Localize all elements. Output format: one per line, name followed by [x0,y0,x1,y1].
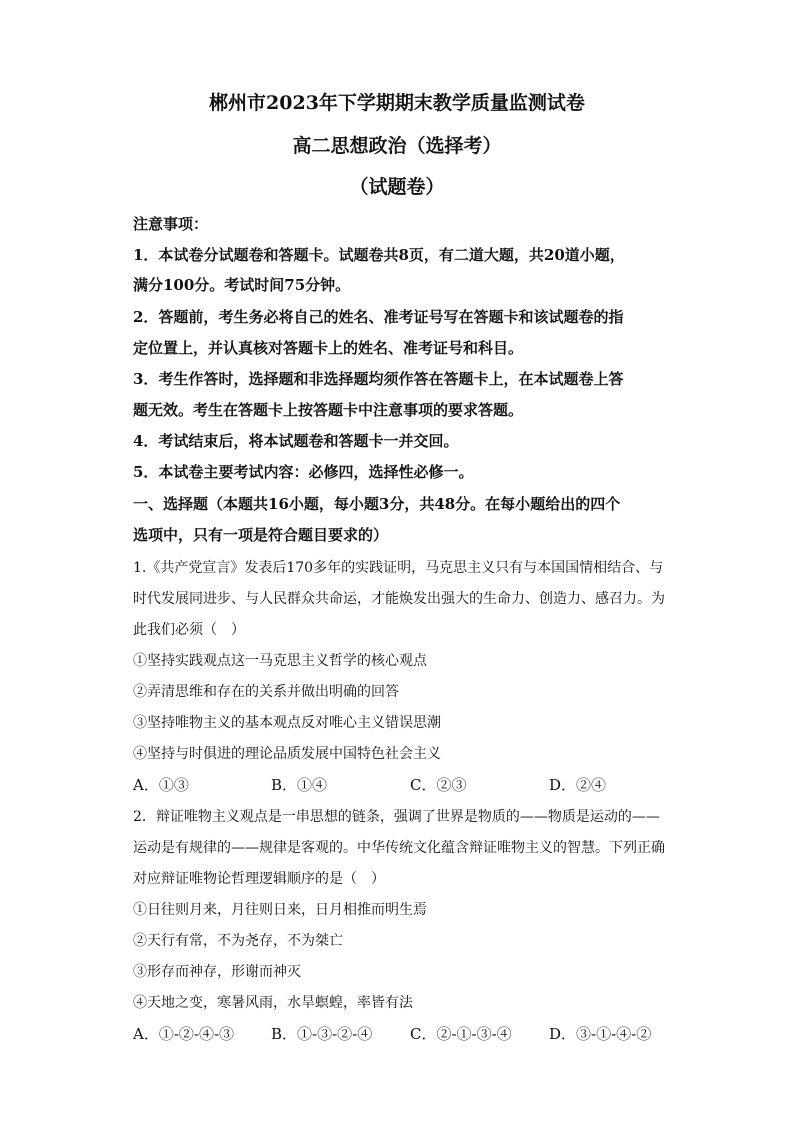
question-item: ②弄清思维和存在的关系并做出明确的回答 [133,684,399,700]
notice-line: 2．答题前，考生务必将自己的姓名、准考证号写在答题卡和该试题卷的指 [133,308,624,326]
question-item: ①坚持实践观点这一马克思主义哲学的核心观点 [133,653,427,669]
option-b: B．①④ [271,776,328,794]
question-stem: 1.《共产党宣言》发表后170多年的实践证明，马克思主义只有与本国国情相结合、与 [133,560,664,576]
question-stem: 2．辩证唯物主义观点是一串思想的链条，强调了世界是物质的——物质是运动的—— [133,809,660,825]
notice-line: 满分100分。考试时间75分钟。 [133,276,351,294]
option-d: D．②④ [549,776,607,794]
question-stem: 时代发展同进步、与人民群众共命运，才能焕发出强大的生命力、创造力、感召力。为 [133,591,665,607]
question-item: ③形存而神存，形谢而神灭 [133,964,301,980]
question-item: ④天地之变，寒暑风雨，水旱螟蝗，率皆有法 [133,995,413,1011]
option-d: D．③-①-④-② [549,1025,652,1043]
question-item: ④坚持与时俱进的理论品质发展中国特色社会主义 [133,746,441,762]
notice-line: 题无效。考生在答题卡上按答题卡中注意事项的要求答题。 [133,401,524,419]
exam-volume-label: （试题卷） [349,176,445,198]
notice-heading: 注意事项： [133,215,209,233]
option-b: B．①-③-②-④ [271,1025,373,1043]
section-heading: 选项中，只有一项是符合题目要求的） [133,526,389,544]
notice-line: 3．考生作答时，选择题和非选择题均须作答在答题卡上，在本试题卷上答 [133,370,624,388]
exam-subject: 高二思想政治（选择考） [292,135,502,157]
option-c: C．②-①-③-④ [410,1025,512,1043]
question-item: ③坚持唯物主义的基本观点反对唯心主义错误思潮 [133,715,441,731]
notice-line: 定位置上，并认真核对答题卡上的姓名、准考证号和科目。 [133,339,524,357]
question-stem: 运动是有规律的——规律是客观的。中华传统文化蕴含辩证唯物主义的智慧。下列正确 [133,840,665,856]
notice-line: 1．本试卷分试题卷和答题卡。试题卷共8页，有二道大题，共20道小题， [133,246,625,264]
question-item: ①日往则月来，月往则日来，日月相推而明生焉 [133,902,427,918]
notice-line: 4．考试结束后，将本试题卷和答题卡一并交回。 [133,432,459,450]
question-stem: 对应辩证唯物论哲理逻辑顺序的是（ ） [133,871,385,887]
question-item: ②天行有常，不为尧存，不为桀亡 [133,933,343,949]
section-heading: 一、选择题（本题共16小题，每小题3分，共48分。在每小题给出的四个 [133,495,621,513]
option-c: C．②③ [410,776,467,794]
question-stem: 此我们必须（ ） [133,622,245,638]
option-a: A．①-②-④-③ [133,1025,235,1043]
notice-line: 5．本试卷主要考试内容：必修四，选择性必修一。 [133,463,474,481]
option-a: A．①③ [133,776,189,794]
exam-title: 郴州市2023年下学期期末教学质量监测试卷 [209,92,585,114]
